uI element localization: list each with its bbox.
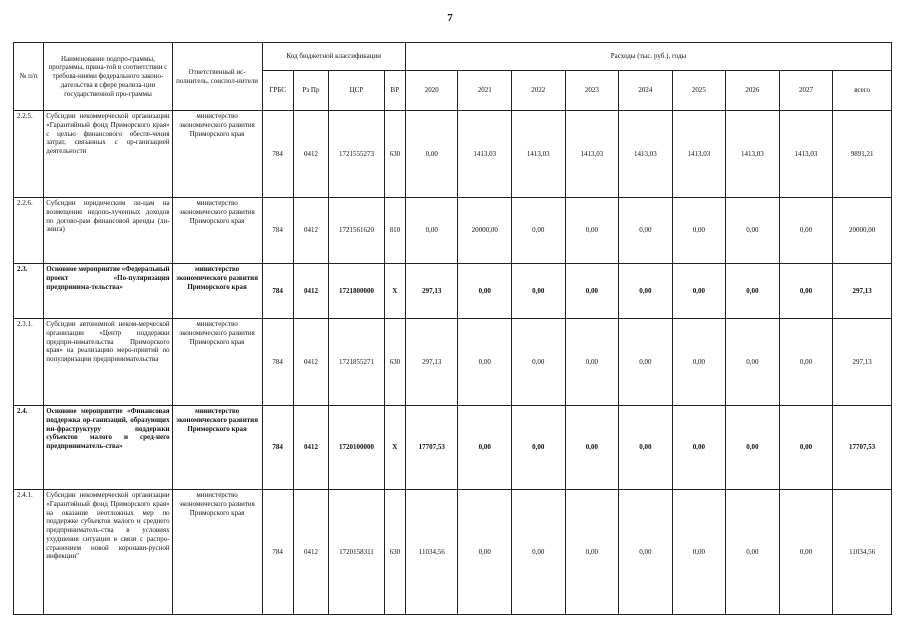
table-row (14, 111, 892, 198)
row-grbs: 784 (262, 490, 293, 615)
row-year-value: 1413,03 (565, 111, 619, 198)
row-num: 2.3.1. (14, 319, 44, 406)
row-grbs: 784 (262, 264, 293, 319)
row-vr: 630 (384, 319, 405, 406)
header-csr: ЦСР (329, 71, 385, 111)
row-name: Основное мероприятие «Федеральный проект «По-пуляризация предпринима-тельства» (44, 264, 172, 319)
row-responsible: министерство экономического развития Приморского края (172, 111, 262, 198)
row-year-value: 0,00 (512, 490, 566, 615)
row-year-value: 297,13 (405, 264, 458, 319)
row-year-value: 1413,03 (726, 111, 780, 198)
row-vr: 630 (384, 111, 405, 198)
row-year-value: 0,00 (458, 319, 512, 406)
row-total: 297,13 (833, 264, 892, 319)
row-csr: 1721855271 (329, 319, 385, 406)
row-name: Субсидии некоммерческой организации «Гарантийный фонд Приморского края» на оказание неотложных мер по поддержке субъектов малого и среднего предприниматель-ства в условиях ухудшения ситуации в связи с распро-странением новой коронави-русной инфекции" (44, 490, 172, 615)
row-year-value: 1413,03 (672, 111, 726, 198)
row-year-value: 0,00 (619, 406, 673, 490)
row-responsible: министерство экономического развития Приморского края (172, 319, 262, 406)
row-rzpr: 0412 (293, 319, 328, 406)
row-rzpr: 0412 (293, 264, 328, 319)
row-total: 20000,00 (833, 198, 892, 264)
table-row (14, 406, 892, 490)
header-year: 2025 (672, 71, 726, 111)
row-year-value: 0,00 (726, 264, 780, 319)
row-responsible: министерство экономического развития Приморского края (172, 198, 262, 264)
row-year-value: 0,00 (565, 319, 619, 406)
table-row (14, 319, 892, 406)
row-year-value: 0,00 (565, 490, 619, 615)
header-total: всего (833, 71, 892, 111)
header-vr: ВР (384, 71, 405, 111)
row-grbs: 784 (262, 111, 293, 198)
header-budget-code: Код бюджетной классификации (262, 43, 405, 71)
row-csr: 1721800000 (329, 264, 385, 319)
row-csr: 1720158311 (329, 490, 385, 615)
row-year-value: 0,00 (672, 264, 726, 319)
header-responsible: Ответственный ис-полнитель, соиспол-нители (172, 43, 262, 111)
row-year-value: 0,00 (405, 198, 458, 264)
row-rzpr: 0412 (293, 490, 328, 615)
page-number: 7 (447, 12, 453, 24)
row-year-value: 0,00 (458, 490, 512, 615)
row-year-value: 0,00 (458, 406, 512, 490)
row-year-value: 0,00 (512, 406, 566, 490)
row-year-value: 0,00 (619, 264, 673, 319)
row-year-value: 0,00 (512, 198, 566, 264)
row-year-value: 20000,00 (458, 198, 512, 264)
row-year-value: 1413,03 (512, 111, 566, 198)
header-year: 2022 (512, 71, 566, 111)
row-responsible: министерство экономического развития Приморского края (172, 264, 262, 319)
row-name: Субсидии юридическим ли-цам на возмещение недопо-лученных доходов по догово-рам финансовой аренды (ли-зинга) (44, 198, 172, 264)
row-year-value: 0,00 (672, 406, 726, 490)
row-year-value: 0,00 (672, 490, 726, 615)
row-csr: 1720100000 (329, 406, 385, 490)
row-year-value: 0,00 (726, 198, 780, 264)
header-year: 2023 (565, 71, 619, 111)
row-year-value: 0,00 (512, 264, 566, 319)
row-year-value: 1413,03 (458, 111, 512, 198)
header-rzpr: Рз Пр (293, 71, 328, 111)
row-year-value: 0,00 (405, 111, 458, 198)
header-num: № п/п (14, 43, 44, 111)
row-year-value: 0,00 (779, 264, 833, 319)
row-year-value: 1413,03 (779, 111, 833, 198)
header-year: 2021 (458, 71, 512, 111)
table-row (14, 198, 892, 264)
row-num: 2.4.1. (14, 490, 44, 615)
row-year-value: 0,00 (726, 490, 780, 615)
row-grbs: 784 (262, 319, 293, 406)
row-total: 17707,53 (833, 406, 892, 490)
row-total: 11034,56 (833, 490, 892, 615)
row-responsible: министерство экономического развития Приморского края (172, 406, 262, 490)
row-year-value: 0,00 (512, 319, 566, 406)
row-year-value: 0,00 (565, 406, 619, 490)
row-year-value: 297,13 (405, 319, 458, 406)
header-grbs: ГРБС (262, 71, 293, 111)
budget-table (13, 42, 892, 615)
row-csr: 1721561620 (329, 198, 385, 264)
row-year-value: 0,00 (779, 319, 833, 406)
header-year: 2026 (726, 71, 780, 111)
row-total: 9891,21 (833, 111, 892, 198)
table-row (14, 490, 892, 615)
row-year-value: 0,00 (779, 406, 833, 490)
row-year-value: 0,00 (672, 198, 726, 264)
table-row (14, 264, 892, 319)
row-vr: 630 (384, 490, 405, 615)
row-num: 2.2.6. (14, 198, 44, 264)
row-responsible: министерство экономического развития Приморского края (172, 490, 262, 615)
row-name: Основное мероприятие «Финансовая поддержка ор-ганизаций, образующих ин-фраструктуру поддержки субъектов малого и сред-него предприниматель-ства» (44, 406, 172, 490)
row-grbs: 784 (262, 198, 293, 264)
row-name: Субсидии некоммерческой организации «Гарантийный фонд Приморского края» с целью финансового обеспе-чения затрат, связанных с ор-ганизацией деятельности (44, 111, 172, 198)
row-rzpr: 0412 (293, 406, 328, 490)
header-expenses: Расходы (тыс. руб.), годы (405, 43, 891, 71)
row-year-value: 11034,56 (405, 490, 458, 615)
row-year-value: 0,00 (726, 406, 780, 490)
row-vr: 810 (384, 198, 405, 264)
header-name: Наименование подпро-граммы, программы, прина-той в соответствии с требова-ниями федерального законо-дательства в сфере реализа-ции государственной про-граммы (44, 43, 172, 111)
row-year-value: 0,00 (619, 198, 673, 264)
row-num: 2.3. (14, 264, 44, 319)
row-num: 2.4. (14, 406, 44, 490)
row-year-value: 0,00 (726, 319, 780, 406)
row-name: Субсидии автономной неком-мерческой организации «Центр поддержки предпри-нимательства Приморского края» на реализацию меро-приятий по популяризации предпринимательства (44, 319, 172, 406)
header-year: 2024 (619, 71, 673, 111)
row-rzpr: 0412 (293, 198, 328, 264)
header-row-1 (14, 43, 892, 71)
row-num: 2.2.5. (14, 111, 44, 198)
row-rzpr: 0412 (293, 111, 328, 198)
row-year-value: 0,00 (565, 264, 619, 319)
row-year-value: 0,00 (779, 198, 833, 264)
row-total: 297,13 (833, 319, 892, 406)
row-vr: Х (384, 406, 405, 490)
header-year: 2027 (779, 71, 833, 111)
row-year-value: 0,00 (779, 490, 833, 615)
row-grbs: 784 (262, 406, 293, 490)
row-year-value: 17707,53 (405, 406, 458, 490)
row-year-value: 0,00 (565, 198, 619, 264)
row-vr: Х (384, 264, 405, 319)
row-year-value: 1413,03 (619, 111, 673, 198)
row-year-value: 0,00 (672, 319, 726, 406)
header-year: 2020 (405, 71, 458, 111)
row-year-value: 0,00 (458, 264, 512, 319)
row-csr: 1721555273 (329, 111, 385, 198)
row-year-value: 0,00 (619, 490, 673, 615)
row-year-value: 0,00 (619, 319, 673, 406)
